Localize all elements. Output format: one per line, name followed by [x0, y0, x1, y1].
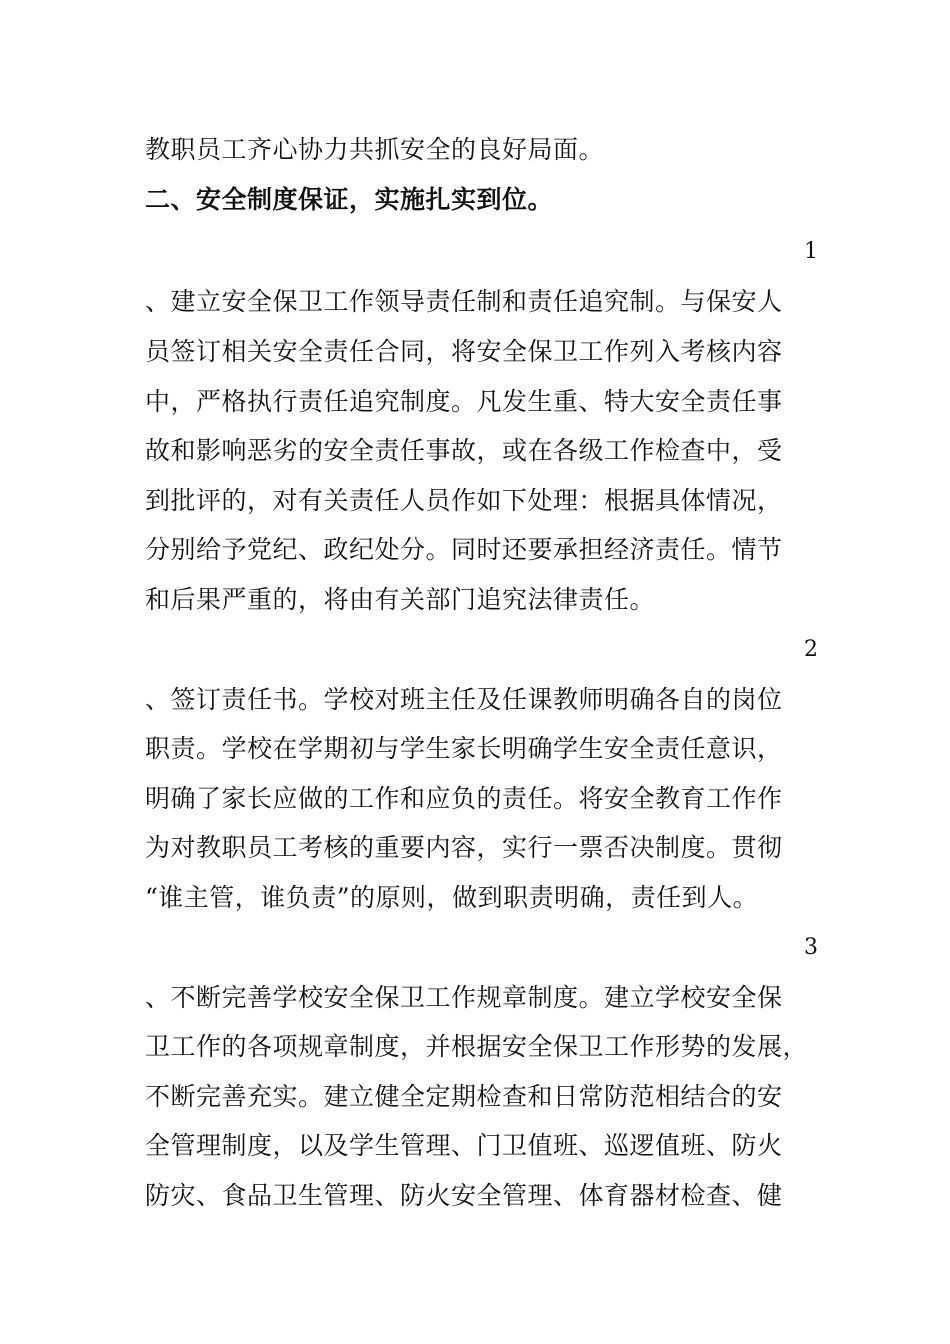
paragraph-line: 员签订相关安全责任合同，将安全保卫工作列入考核内容 [145, 337, 783, 366]
item-number-1: 1 [804, 239, 818, 264]
paragraph-line: 为对教职员工考核的重要内容，实行一票否决制度。贯彻 [145, 833, 783, 862]
paragraph-line: 和后果严重的，将由有关部门追究法律责任。 [145, 585, 656, 614]
paragraph-line: “谁主管，谁负责”的原则，做到职责明确，责任到人。 [145, 883, 759, 912]
paragraph-line: 职责。学校在学期初与学生家长明确学生安全责任意识， [145, 734, 783, 763]
paragraph-line: 、不断完善学校安全保卫工作规章制度。建立学校安全保 [145, 983, 783, 1012]
paragraph-line: 全管理制度，以及学生管理、门卫值班、巡逻值班、防火 [145, 1131, 783, 1160]
paragraph-line: 、建立安全保卫工作领导责任制和责任追究制。与保安人 [145, 287, 783, 316]
paragraph-line: 卫工作的各项规章制度，并根据安全保卫工作形势的发展， [145, 1032, 809, 1061]
intro-line: 教职员工齐心协力共抓安全的良好局面。 [145, 135, 605, 164]
paragraph-line: 、签订责任书。学校对班主任及任课教师明确各自的岗位 [145, 685, 783, 714]
paragraph-line: 到批评的，对有关责任人员作如下处理：根据具体情况， [145, 486, 783, 515]
paragraph-line: 不断完善充实。建立健全定期检查和日常防范相结合的安 [145, 1082, 783, 1111]
paragraph-line: 明确了家长应做的工作和应负的责任。将安全教育工作作 [145, 784, 783, 813]
section-heading: 二、安全制度保证，实施扎实到位。 [145, 185, 554, 214]
paragraph-line: 故和影响恶劣的安全责任事故，或在各级工作检查中，受 [145, 436, 783, 465]
paragraph-line: 分别给予党纪、政纪处分。同时还要承担经济责任。情节 [145, 535, 783, 564]
item-number-2: 2 [804, 637, 818, 662]
item-number-3: 3 [804, 935, 818, 960]
paragraph-line: 中，严格执行责任追究制度。凡发生重、特大安全责任事 [145, 387, 783, 416]
paragraph-line: 防灾、食品卫生管理、防火安全管理、体育器材检查、健 [145, 1181, 783, 1210]
